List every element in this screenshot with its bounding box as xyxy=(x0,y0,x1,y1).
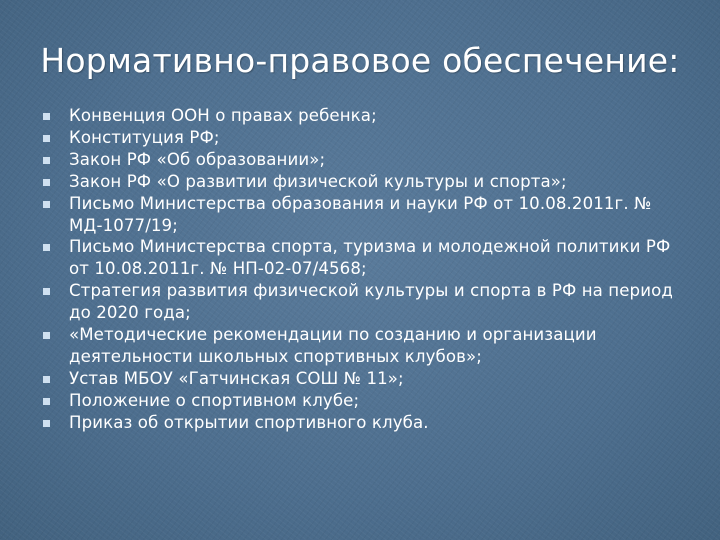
list-item-text: Приказ об открытии спортивного клуба. xyxy=(69,412,429,432)
list-item xyxy=(40,280,680,324)
list-item-text: Конвенция ООН о правах ребенка; xyxy=(69,106,377,125)
list-item xyxy=(40,127,680,149)
bullet-list xyxy=(40,105,680,434)
list-item-text: Письмо Министерства спорта, туризма и молодежной политики РФ от 10.08.2011г. № НП-02-07/4568; xyxy=(69,237,671,279)
list-item-text: Положение о спортивном клубе; xyxy=(69,390,360,410)
list-item xyxy=(40,193,680,237)
list-item xyxy=(40,412,680,434)
list-item xyxy=(40,149,680,171)
list-item-text: Конституция РФ; xyxy=(69,127,220,147)
list-item-text: Письмо Министерства образования и науки РФ от 10.08.2011г. № МД-1077/19; xyxy=(69,193,652,235)
square-bullet-icon xyxy=(43,398,50,405)
square-bullet-icon xyxy=(43,376,50,383)
list-item xyxy=(40,324,680,368)
square-bullet-icon xyxy=(43,332,50,339)
list-item xyxy=(40,236,680,280)
list-item-text: Закон РФ «Об образовании»; xyxy=(69,149,326,169)
slide-title: Нормативно-правовое обеспечение: xyxy=(40,41,680,80)
square-bullet-icon xyxy=(43,113,50,120)
square-bullet-icon xyxy=(43,288,50,295)
square-bullet-icon xyxy=(43,157,50,164)
list-item xyxy=(40,390,680,412)
square-bullet-icon xyxy=(43,420,50,427)
square-bullet-icon xyxy=(43,201,50,208)
list-item xyxy=(40,368,680,390)
square-bullet-icon xyxy=(43,135,50,142)
list-item xyxy=(40,105,680,127)
list-item-text: «Методические рекомендации по созданию и организации деятельности школьных спортивных клубов»; xyxy=(69,325,597,366)
square-bullet-icon xyxy=(43,179,50,186)
list-item-text: Стратегия развития физической культуры и спорта в РФ на период до 2020 года; xyxy=(69,281,673,323)
list-item-text: Закон РФ «О развитии физической культуры и спорта»; xyxy=(69,171,567,191)
list-item xyxy=(40,171,680,193)
list-item-text: Устав МБОУ «Гатчинская СОШ № 11»; xyxy=(69,368,404,388)
square-bullet-icon xyxy=(43,244,50,251)
